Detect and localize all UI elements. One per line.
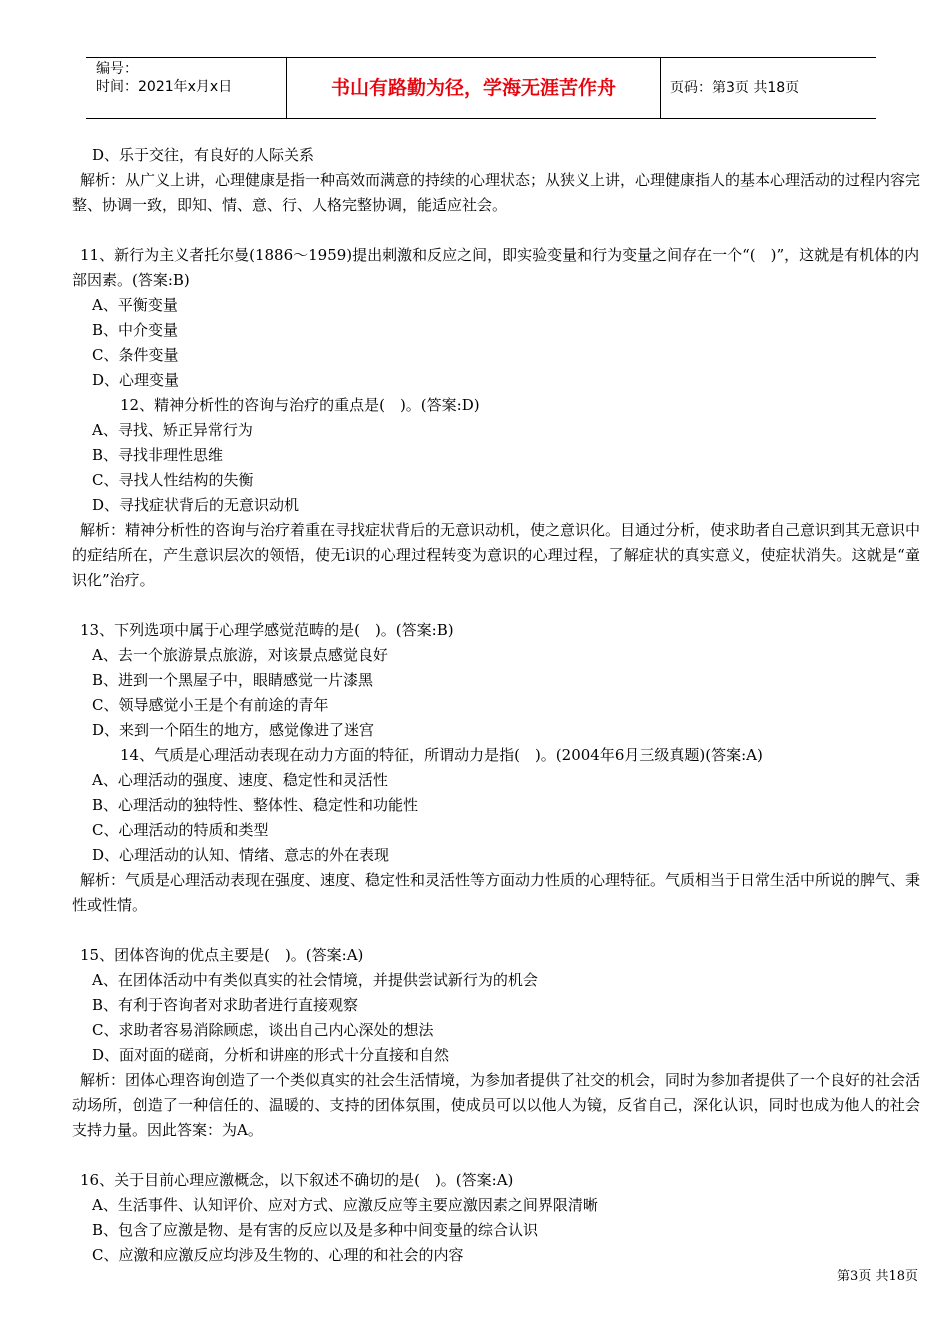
option-b: B、心理活动的独特性、整体性、稳定性和功能性 bbox=[92, 796, 419, 814]
option-c: C、心理活动的特质和类型 bbox=[92, 821, 269, 839]
option-b: B、中介变量 bbox=[92, 321, 179, 339]
analysis: 解析：团体心理咨询创造了一个类似真实的社会生活情境，为参加者提供了社交的机会，同时为参加者提供了一个良好的社会活动场所，创造了一种信任的、温暖的、支持的团体氛围，使成员可以以他人为镜，反省自己，深化认识，同时也成为他人的社会支持力量。因此答案：为A。 bbox=[72, 1071, 921, 1139]
option-d: D、来到一个陌生的地方，感觉像进了迷宫 bbox=[92, 721, 375, 739]
option-a: A、在团体活动中有类似真实的社会情境，并提供尝试新行为的机会 bbox=[92, 971, 538, 989]
option-a: A、平衡变量 bbox=[92, 296, 178, 314]
option-a: A、心理活动的强度、速度、稳定性和灵活性 bbox=[92, 771, 388, 789]
option-b: B、寻找非理性思维 bbox=[92, 446, 224, 464]
option-d: D、乐于交往，有良好的人际关系 bbox=[92, 146, 315, 164]
option-c: C、应激和应激反应均涉及生物的、心理的和社会的内容 bbox=[92, 1246, 464, 1264]
option-b: B、进到一个黑屋子中，眼睛感觉一片漆黑 bbox=[92, 671, 374, 689]
option-c: C、寻找人性结构的失衡 bbox=[92, 471, 254, 489]
header-page-label: 页码：第3页 共18页 bbox=[670, 80, 800, 96]
option-b: B、包含了应激是物、是有害的反应以及是多种中间变量的综合认识 bbox=[92, 1221, 539, 1239]
analysis: 解析：气质是心理活动表现在强度、速度、稳定性和灵活性等方面动力性质的心理特征。气质相当于日常生活中所说的脾气、秉性或性情。 bbox=[72, 871, 921, 914]
header-divider bbox=[660, 58, 661, 118]
option-d: D、面对面的磋商，分析和讲座的形式十分直接和自然 bbox=[92, 1046, 450, 1064]
option-a: A、生活事件、认知评价、应对方式、应激反应等主要应激因素之间界限清晰 bbox=[92, 1196, 598, 1214]
option-c: C、条件变量 bbox=[92, 346, 179, 364]
header-motto: 书山有路勤为径，学海无涯苦作舟 bbox=[330, 77, 616, 99]
option-a: A、寻找、矫正异常行为 bbox=[92, 421, 253, 439]
option-c: C、求助者容易消除顾虑，谈出自己内心深处的想法 bbox=[92, 1021, 434, 1039]
question-11: 11、新行为主义者托尔曼(1886～1959)提出刺激和反应之间，即实验变量和行为变量之间存在一个“( )”，这就是有机体的内部因素。(答案:B) bbox=[72, 246, 920, 289]
spacer bbox=[72, 218, 920, 243]
option-d: D、寻找症状背后的无意识动机 bbox=[92, 496, 300, 514]
spacer bbox=[72, 918, 920, 943]
option-a: A、去一个旅游景点旅游，对该景点感觉良好 bbox=[92, 646, 388, 664]
page-footer: 第3页 共18页 bbox=[837, 1269, 918, 1284]
option-d: D、心理变量 bbox=[92, 371, 180, 389]
option-d: D、心理活动的认知、情绪、意志的外在表现 bbox=[92, 846, 390, 864]
analysis: 解析：从广义上讲，心理健康是指一种高效而满意的持续的心理状态；从狭义上讲，心理健康指人的基本心理活动的过程内容完整、协调一致，即知、情、意、行、人格完整协调，能适应社会。 bbox=[72, 171, 921, 214]
option-c: C、领导感觉小王是个有前途的青年 bbox=[92, 696, 329, 714]
question-12: 12、精神分析性的咨询与治疗的重点是( )。(答案:D) bbox=[120, 396, 480, 414]
analysis: 解析：精神分析性的咨询与治疗着重在寻找症状背后的无意识动机，使之意识化。目通过分析，使求助者自己意识到其无意识中的症结所在，产生意识层次的领悟，使无i识的心理过程转变为意识的心理过程，了解症状的真实意义，使症状消失。这就是“童识化”治疗。 bbox=[72, 521, 921, 589]
question-16: 16、关于目前心理应激概念，以下叙述不确切的是( )。(答案:A) bbox=[80, 1171, 514, 1189]
number-label: 编号： bbox=[96, 61, 138, 77]
question-15: 15、团体咨询的优点主要是( )。(答案:A) bbox=[80, 946, 364, 964]
spacer bbox=[72, 1143, 920, 1168]
header-meta bbox=[96, 60, 232, 96]
question-13: 13、下列选项中属于心理学感觉范畴的是( )。(答案:B) bbox=[80, 621, 454, 639]
spacer bbox=[72, 593, 920, 618]
document-body bbox=[72, 143, 920, 1268]
option-b: B、有利于咨询者对求助者进行直接观察 bbox=[92, 996, 359, 1014]
time-label: 时间：2021年x月x日 bbox=[96, 79, 233, 95]
page-header bbox=[86, 57, 876, 119]
question-14: 14、气质是心理活动表现在动力方面的特征，所谓动力是指( )。(2004年6月三级真题)(答案:A) bbox=[120, 746, 763, 764]
